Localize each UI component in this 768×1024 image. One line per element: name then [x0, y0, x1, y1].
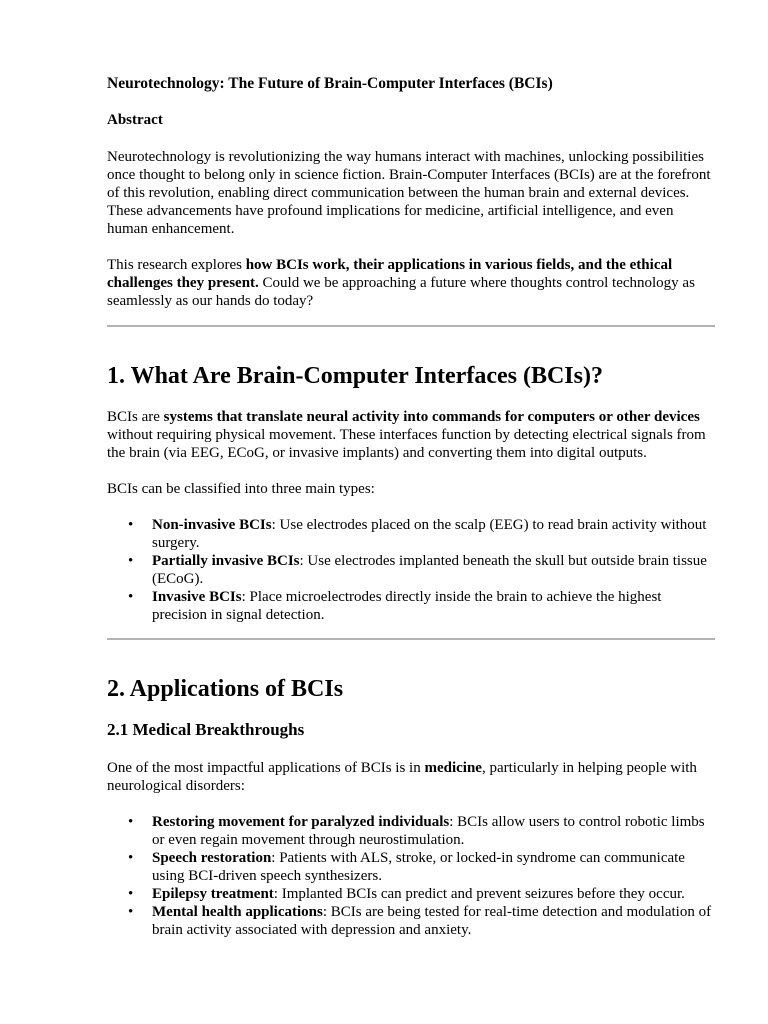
subsection-2-1-heading: 2.1 Medical Breakthroughs: [107, 720, 305, 739]
subsection-2-1-paragraph-tail: , particularly in helping people with neurological disorders:: [107, 760, 697, 794]
list-item-text: : Patients with ALS, stroke, or locked-in syndrome can communicate using BCI-driven speech synthesizers.: [152, 850, 685, 884]
horizontal-divider: [107, 638, 715, 640]
section-1-paragraph-1-tail: without requiring physical movement. These interfaces function by detecting electrical signals from the brain (via EEG, ECoG, or invasive implants) and converting them into digital outputs.: [107, 427, 706, 461]
document-title: Neurotechnology: The Future of Brain-Computer Interfaces (BCIs): [107, 75, 553, 92]
abstract-paragraph-2: [107, 256, 715, 310]
section-1-paragraph-1-bold: systems that translate neural activity into commands for computers or other devices: [163, 409, 700, 425]
subsection-2-1-paragraph-bold: medicine: [424, 760, 482, 776]
list-item: [107, 588, 715, 624]
abstract-paragraph-2-tail: Could we be approaching a future where thoughts control technology as seamlessly as our hands do today?: [107, 275, 695, 309]
list-item-term: Mental health applications: [152, 904, 323, 920]
bci-types-list: [107, 516, 715, 624]
section-1-heading: 1. What Are Brain-Computer Interfaces (BCIs)?: [107, 363, 603, 389]
list-item-term: Non-invasive BCIs: [152, 517, 272, 533]
abstract-paragraph-2-bold: how BCIs work, their applications in various fields, and the ethical challenges they present.: [107, 257, 673, 291]
bullet-icon: •: [128, 850, 134, 866]
list-item-text: : Implanted BCIs can predict and prevent seizures before they occur.: [273, 886, 685, 902]
section-1-paragraph-1-lead: BCIs are: [107, 409, 164, 425]
section-1-paragraph-2: BCIs can be classified into three main types:: [107, 481, 375, 497]
list-item: [107, 516, 715, 552]
list-item-term: Epilepsy treatment: [152, 886, 274, 902]
list-item: [107, 813, 715, 849]
list-item: [107, 903, 715, 939]
list-item: [107, 552, 715, 588]
bullet-icon: •: [128, 517, 134, 533]
list-item: [107, 849, 715, 885]
section-2-heading: 2. Applications of BCIs: [107, 676, 344, 702]
abstract-heading: Abstract: [107, 112, 163, 128]
list-item-term: Restoring movement for paralyzed individuals: [152, 814, 450, 830]
section-1-paragraph-1: [107, 408, 715, 462]
bullet-icon: •: [128, 886, 134, 902]
abstract-paragraph-1: Neurotechnology is revolutionizing the way humans interact with machines, unlocking possibilities once thought to belong only in science fiction. Brain-Computer Interfaces (BCIs) are at the forefront of this revolution, enabling direct communication between the human brain and external devices. These advancements have profound implications for medicine, artificial intelligence, and even human enhancement.: [107, 149, 711, 237]
list-item-text: : Use electrodes implanted beneath the skull but outside brain tissue (ECoG).: [152, 553, 707, 587]
bullet-icon: •: [128, 589, 134, 605]
bullet-icon: •: [128, 553, 134, 569]
abstract-paragraph-2-lead: This research explores: [107, 257, 246, 273]
list-item-term: Partially invasive BCIs: [152, 553, 300, 569]
bullet-icon: •: [128, 904, 134, 920]
list-item-text: : BCIs are being tested for real-time detection and modulation of brain activity associated with depression and anxiety.: [152, 904, 712, 938]
list-item-text: : Place microelectrodes directly inside the brain to achieve the highest precision in signal detection.: [152, 589, 662, 623]
list-item-text: : Use electrodes placed on the scalp (EEG) to read brain activity without surgery.: [152, 517, 707, 551]
subsection-2-1-paragraph: [107, 759, 715, 795]
subsection-2-1-paragraph-lead: One of the most impactful applications of BCIs is in: [107, 760, 425, 776]
bullet-icon: •: [128, 814, 134, 830]
list-item-term: Speech restoration: [152, 850, 272, 866]
horizontal-divider: [107, 325, 715, 327]
list-item: [107, 885, 715, 903]
list-item-term: Invasive BCIs: [152, 589, 242, 605]
medical-applications-list: [107, 813, 715, 939]
list-item-text: : BCIs allow users to control robotic limbs or even regain movement through neurostimulation.: [152, 814, 705, 848]
